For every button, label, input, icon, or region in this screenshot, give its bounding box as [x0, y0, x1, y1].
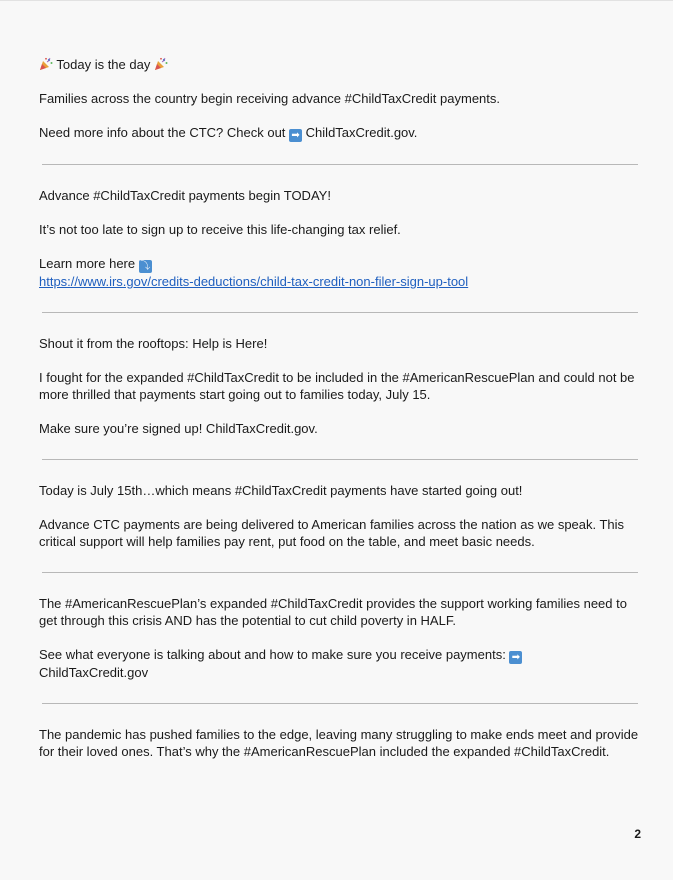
post-2-cta-text: Learn more here: [39, 256, 136, 271]
post-1-cta-site: ChildTaxCredit.gov.: [305, 125, 418, 140]
post-2: [39, 187, 639, 290]
post-2-paragraph: It’s not too late to sign up to receive this life-changing tax relief.: [39, 222, 401, 237]
post-5-cta-site: ChildTaxCredit.gov: [39, 665, 149, 680]
post-1-paragraph: Families across the country begin receiving advance #ChildTaxCredit payments.: [39, 91, 500, 106]
post-1: [39, 56, 639, 142]
post-1-headline: [39, 56, 639, 73]
right-arrow-icon: ➡: [509, 651, 522, 664]
irs-link[interactable]: https://www.irs.gov/credits-deductions/child-tax-credit-non-filer-sign-up-tool: [39, 274, 469, 289]
divider: [42, 312, 638, 313]
document-content: [39, 56, 639, 760]
post-2-cta: [39, 255, 639, 290]
post-3-headline: Shout it from the rooftops: Help is Here!: [39, 336, 268, 351]
post-3-paragraph: I fought for the expanded #ChildTaxCredit to be included in the #AmericanRescuePlan and could not be more thrilled that payments start going out to families today, July 15.: [39, 370, 635, 402]
party-popper-icon: [39, 57, 53, 71]
post-2-headline: Advance #ChildTaxCredit payments begin TODAY!: [39, 188, 331, 203]
divider: [42, 572, 638, 573]
page-number: 2: [634, 827, 641, 841]
party-popper-icon: [154, 57, 168, 71]
post-4-paragraph: Advance CTC payments are being delivered to American families across the nation as we speak. This critical support will help families pay rent, put food on the table, and meet basic needs.: [39, 517, 625, 549]
post-6-paragraph: The pandemic has pushed families to the edge, leaving many struggling to make ends meet and provide for their loved ones. That’s why the #AmericanRescuePlan included the expanded #ChildTaxCredit.: [39, 727, 639, 759]
post-1-cta: [39, 124, 639, 142]
post-5-paragraph: The #AmericanRescuePlan’s expanded #ChildTaxCredit provides the support working families need to get through this crisis AND has the potential to cut child poverty in HALF.: [39, 596, 627, 628]
down-arrow-icon: ⤵: [140, 261, 151, 272]
post-3-cta: Make sure you’re signed up! ChildTaxCredit.gov.: [39, 421, 318, 436]
divider: [42, 164, 638, 165]
divider: [42, 703, 638, 704]
right-arrow-icon: ➡: [289, 129, 302, 142]
post-3: [39, 335, 639, 437]
post-5-cta: [39, 646, 639, 681]
post-5: [39, 595, 639, 681]
post-5-cta-text: See what everyone is talking about and how to make sure you receive payments:: [39, 647, 506, 662]
post-1-cta-text: Need more info about the CTC? Check out: [39, 125, 286, 140]
post-4: [39, 482, 639, 550]
post-1-headline-text: Today is the day: [56, 57, 151, 72]
divider: [42, 459, 638, 460]
post-6: [39, 726, 639, 760]
post-4-headline: Today is July 15th…which means #ChildTaxCredit payments have started going out!: [39, 483, 523, 498]
